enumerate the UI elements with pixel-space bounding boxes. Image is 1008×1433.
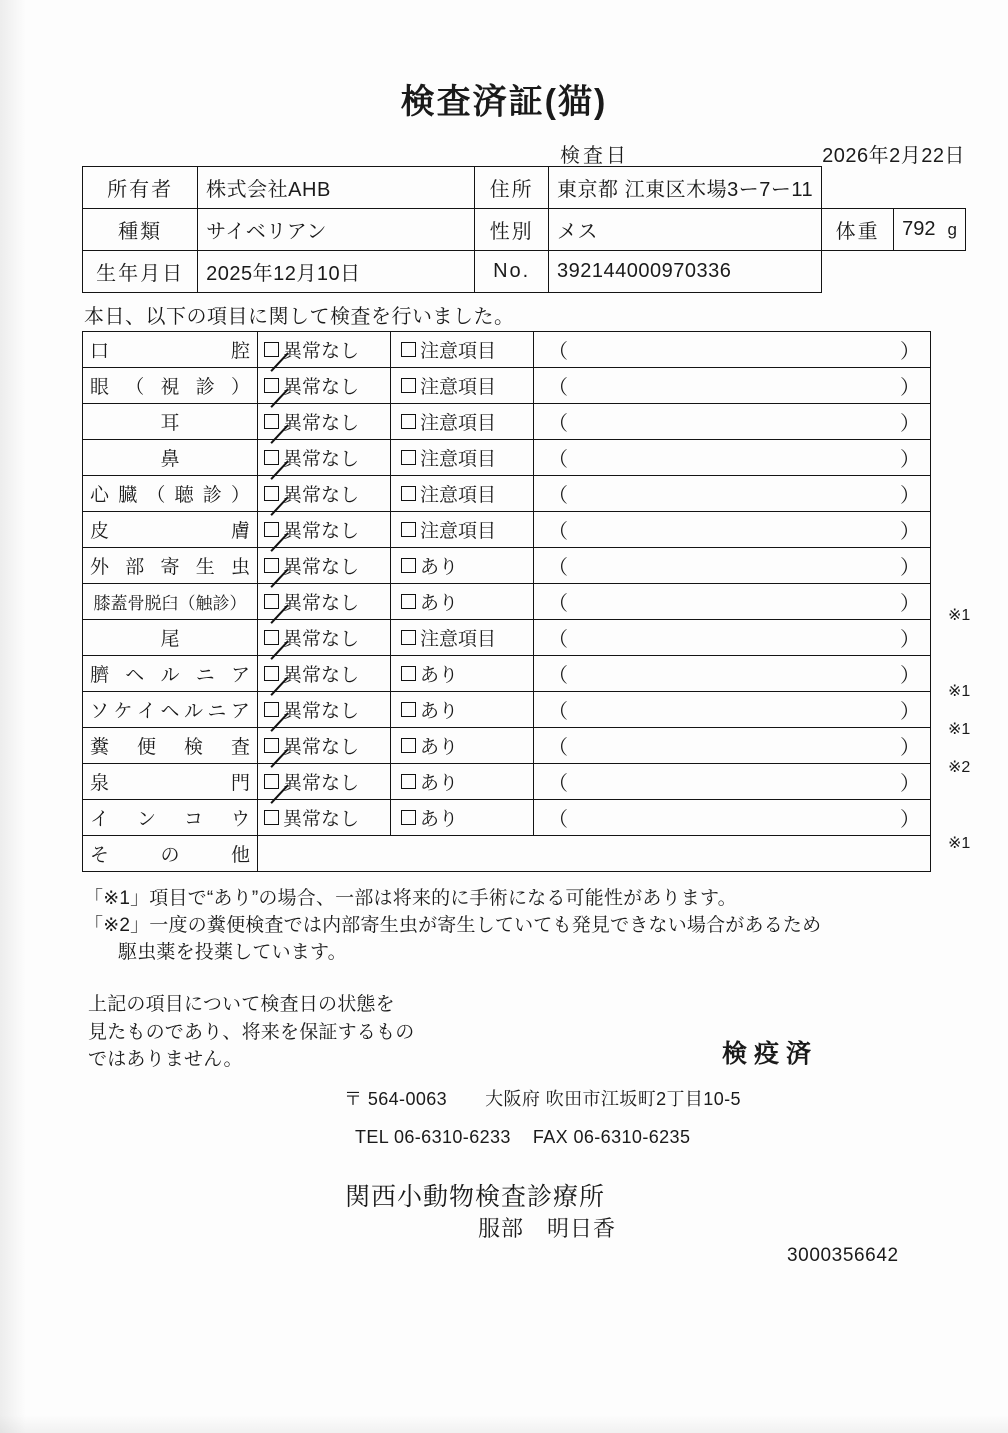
checkbox-empty-icon[interactable]: [401, 486, 416, 501]
exam-item-name-cell: [83, 836, 258, 872]
paren-close: ）: [900, 629, 920, 651]
exam-item-label: 眼 （ 視 診 ）: [90, 377, 250, 398]
checkbox-empty-icon[interactable]: [401, 450, 416, 465]
footnote-mark: ※1: [948, 683, 971, 700]
checkbox-empty-icon[interactable]: [264, 810, 279, 825]
footnote-mark: [938, 521, 1008, 559]
checkbox-checked-icon[interactable]: [264, 594, 279, 609]
exam-option-normal-label: 異常なし: [283, 377, 360, 398]
page-title: 検査済証(猫): [400, 83, 608, 121]
footnote-2: 「※2」一度の糞便検査では内部寄生虫が寄生していても発見できない場合があるため: [84, 914, 822, 936]
checkbox-checked-icon[interactable]: [264, 738, 279, 753]
paren-open: （: [548, 341, 568, 363]
paren-close: ）: [900, 413, 920, 435]
table-row: [83, 764, 931, 800]
table-row: [83, 440, 931, 476]
exam-item-label: 皮 膚: [90, 521, 250, 542]
exam-option-normal-cell[interactable]: [258, 368, 391, 404]
paren-close: ）: [900, 665, 920, 687]
breed-value: サイベリアン: [198, 209, 475, 251]
paren-close: ）: [900, 449, 920, 471]
checkbox-checked-icon[interactable]: [264, 558, 279, 573]
clinic-address-line: [344, 1085, 741, 1111]
exam-item-label: 口 腔: [90, 341, 250, 362]
exam-option-finding-cell[interactable]: [391, 584, 534, 620]
exam-note-cell[interactable]: [534, 512, 931, 548]
footnote-marks-column: [938, 331, 1008, 901]
exam-note-cell[interactable]: [534, 368, 931, 404]
exam-option-normal-label: 異常なし: [283, 593, 360, 614]
exam-item-label: 耳: [160, 413, 180, 434]
exam-option-finding-label: あり: [420, 593, 459, 614]
exam-note-cell[interactable]: [534, 656, 931, 692]
paren-open: （: [548, 701, 568, 723]
paren-close: ）: [900, 557, 920, 579]
paren-close: ）: [900, 485, 920, 507]
exam-table: [82, 331, 931, 872]
weight-value-cell: [894, 209, 966, 251]
exam-option-finding-label: 注意項目: [420, 629, 497, 650]
intro-text: 本日、以下の項目に関して検査を行いました。: [84, 306, 515, 328]
exam-date-label: 検査日: [560, 145, 629, 167]
exam-item-label: 外 部 寄 生 虫: [90, 557, 250, 578]
exam-item-label: 尾: [160, 629, 180, 650]
scan-edge-shadow-left: [0, 0, 26, 1433]
paren-open: （: [548, 665, 568, 687]
paren-close: ）: [900, 701, 920, 723]
checkbox-empty-icon[interactable]: [401, 810, 416, 825]
paren-open: （: [548, 413, 568, 435]
exam-item-name-cell: [83, 440, 258, 476]
exam-item-label: 鼻: [160, 449, 180, 470]
checkbox-checked-icon[interactable]: [264, 774, 279, 789]
footnote-mark: [938, 445, 1008, 483]
exam-option-finding-label: あり: [420, 809, 459, 830]
exam-option-normal-label: 異常なし: [283, 629, 360, 650]
exam-item-name-cell: [83, 404, 258, 440]
exam-note-cell[interactable]: [534, 692, 931, 728]
table-row: [83, 332, 931, 368]
exam-item-name-cell: [83, 656, 258, 692]
checkbox-empty-icon[interactable]: [401, 774, 416, 789]
exam-option-normal-label: 異常なし: [283, 737, 360, 758]
exam-item-freetext-cell[interactable]: [258, 836, 931, 872]
clinic-contact-line: [355, 1127, 690, 1148]
clinic-fax: FAX 06-6310-6235: [532, 1127, 691, 1147]
exam-option-finding-cell[interactable]: [391, 800, 534, 836]
footnote-mark: ※1: [948, 607, 971, 624]
checkbox-empty-icon[interactable]: [401, 558, 416, 573]
paren-close: ）: [900, 773, 920, 795]
exam-option-finding-cell[interactable]: [391, 512, 534, 548]
footnote-mark: ※1: [948, 835, 971, 852]
paren-close: ）: [900, 737, 920, 759]
checkbox-empty-icon[interactable]: [401, 522, 416, 537]
checkbox-checked-icon[interactable]: [264, 522, 279, 537]
footnote-1: 「※1」項目で“あり”の場合、一部は将来的に手術になる可能性があります。: [84, 888, 737, 909]
footnote-mark: [938, 635, 1008, 673]
checkbox-empty-icon[interactable]: [401, 666, 416, 681]
exam-note-cell[interactable]: [534, 800, 931, 836]
exam-option-finding-cell[interactable]: [391, 476, 534, 512]
exam-section: [82, 331, 971, 872]
paren-close: ）: [900, 521, 920, 543]
exam-option-finding-label: 注意項目: [420, 377, 497, 398]
exam-option-finding-label: あり: [420, 557, 459, 578]
exam-option-finding-label: 注意項目: [420, 521, 497, 542]
exam-note-cell[interactable]: [534, 548, 931, 584]
checkbox-checked-icon[interactable]: [264, 486, 279, 501]
weight-value: 792: [902, 218, 936, 240]
paren-open: （: [548, 557, 568, 579]
exam-option-normal-label: 異常なし: [283, 557, 360, 578]
exam-option-normal-label: 異常なし: [283, 701, 360, 722]
exam-option-finding-cell[interactable]: [391, 440, 534, 476]
exam-option-normal-label: 異常なし: [283, 773, 360, 794]
exam-option-finding-cell[interactable]: [391, 728, 534, 764]
table-row-owner: [83, 167, 966, 209]
table-row: [83, 620, 931, 656]
sex-label: 性別: [475, 209, 549, 251]
exam-note-cell[interactable]: [534, 332, 931, 368]
checkbox-checked-icon[interactable]: [264, 342, 279, 357]
paren-close: ）: [900, 377, 920, 399]
table-row: [83, 656, 931, 692]
clinic-name: 関西小動物検査診療所: [345, 1183, 606, 1211]
exam-option-normal-cell[interactable]: [258, 440, 391, 476]
disclaimer-line-2: 見たものであり、将来を保証するもの: [88, 1021, 415, 1043]
sex-value: メス: [549, 209, 822, 251]
table-row: [83, 728, 931, 764]
exam-item-label: 臍 ヘ ル ニ ア: [90, 665, 250, 686]
exam-option-normal-cell[interactable]: [258, 332, 391, 368]
checkbox-empty-icon[interactable]: [401, 738, 416, 753]
checkbox-checked-icon[interactable]: [264, 666, 279, 681]
paren-open: （: [548, 629, 568, 651]
footnote-mark: ※1: [948, 721, 971, 738]
exam-option-normal-cell[interactable]: [258, 800, 391, 836]
exam-option-finding-cell[interactable]: [391, 656, 534, 692]
exam-option-normal-cell[interactable]: [258, 764, 391, 800]
paren-open: （: [548, 773, 568, 795]
veterinarian-name: 服部 明日香: [478, 1216, 617, 1241]
exam-note-cell[interactable]: [534, 764, 931, 800]
exam-option-finding-label: あり: [420, 773, 459, 794]
exam-date-value: 2026年2月22日: [822, 145, 965, 167]
paren-open: （: [548, 593, 568, 615]
paren-open: （: [548, 809, 568, 831]
exam-option-normal-cell[interactable]: [258, 620, 391, 656]
exam-option-normal-cell[interactable]: [258, 656, 391, 692]
checkbox-checked-icon[interactable]: [264, 414, 279, 429]
disclaimer-line-1: 上記の項目について検査日の状態を: [88, 994, 395, 1015]
checkbox-empty-icon[interactable]: [401, 342, 416, 357]
clinic-tel: TEL 06-6310-6233: [355, 1127, 511, 1147]
address-label: 住所: [475, 167, 549, 209]
exam-note-cell[interactable]: [534, 440, 931, 476]
paren-open: （: [548, 485, 568, 507]
exam-option-normal-cell[interactable]: [258, 584, 391, 620]
exam-date-line: [560, 139, 965, 168]
exam-item-label: ソ ケ イ ヘ ル ニ ア: [90, 701, 250, 722]
exam-item-name-cell: [83, 584, 258, 620]
exam-option-normal-cell[interactable]: [258, 476, 391, 512]
exam-option-normal-label: 異常なし: [283, 485, 360, 506]
checkbox-checked-icon[interactable]: [264, 450, 279, 465]
exam-item-label: 膝蓋骨脱臼（触診）: [93, 594, 247, 613]
weight-label: 体重: [822, 209, 894, 251]
quarantine-stamp: 検疫済: [722, 1040, 819, 1068]
exam-option-finding-cell[interactable]: [391, 692, 534, 728]
table-row: [83, 800, 931, 836]
exam-option-finding-label: 注意項目: [420, 485, 497, 506]
exam-item-name-cell: [83, 692, 258, 728]
exam-note-cell[interactable]: [534, 584, 931, 620]
exam-option-finding-label: あり: [420, 665, 459, 686]
table-row: [83, 512, 931, 548]
owner-label: 所有者: [83, 167, 198, 209]
animal-info-table: [82, 166, 966, 293]
exam-option-normal-cell[interactable]: [258, 728, 391, 764]
paren-close: ）: [900, 593, 920, 615]
exam-option-normal-cell[interactable]: [258, 548, 391, 584]
exam-item-label: 心 臓 （ 聴 診 ）: [90, 485, 250, 506]
footnote-mark: [938, 407, 1008, 445]
footnote-mark: [938, 369, 1008, 407]
exam-option-normal-cell[interactable]: [258, 512, 391, 548]
exam-item-name-cell: [83, 800, 258, 836]
checkbox-checked-icon[interactable]: [264, 630, 279, 645]
exam-option-normal-label: 異常なし: [283, 449, 360, 470]
checkbox-empty-icon[interactable]: [401, 414, 416, 429]
exam-item-name-cell: [83, 548, 258, 584]
footnotes: [84, 886, 821, 967]
exam-option-normal-cell[interactable]: [258, 692, 391, 728]
table-row-breed: [83, 209, 966, 251]
footnote-mark: [938, 331, 1008, 369]
exam-item-name-cell: [83, 332, 258, 368]
postal-mark-and-code: [344, 1089, 447, 1109]
footnote-mark: [938, 483, 1008, 521]
exam-option-finding-label: あり: [420, 701, 459, 722]
exam-note-cell[interactable]: [534, 476, 931, 512]
paren-open: （: [548, 449, 568, 471]
weight-unit: g: [947, 220, 957, 239]
checkbox-empty-icon[interactable]: [401, 594, 416, 609]
scan-edge-shadow-bottom: [0, 1415, 1008, 1433]
checkbox-checked-icon[interactable]: [264, 702, 279, 717]
exam-item-name-cell: [83, 620, 258, 656]
footnote-mark: ※2: [948, 759, 971, 776]
exam-option-normal-label: 異常なし: [283, 521, 360, 542]
exam-option-finding-cell[interactable]: [391, 620, 534, 656]
exam-item-name-cell: [83, 764, 258, 800]
exam-item-name-cell: [83, 512, 258, 548]
checkbox-empty-icon[interactable]: [401, 702, 416, 717]
footnote-mark: [938, 787, 1008, 825]
paren-open: （: [548, 737, 568, 759]
postal-mark-icon: 〒: [344, 1089, 363, 1109]
postal-code: 564-0063: [367, 1089, 448, 1109]
exam-note-cell[interactable]: [534, 728, 931, 764]
clinic-address: 大阪府 吹田市江坂町2丁目10-5: [485, 1089, 741, 1109]
exam-option-normal-cell[interactable]: [258, 404, 391, 440]
table-row: [83, 692, 931, 728]
exam-option-finding-cell[interactable]: [391, 332, 534, 368]
exam-option-finding-cell[interactable]: [391, 368, 534, 404]
table-row: [83, 404, 931, 440]
exam-item-label: 糞 便 検 査: [90, 737, 250, 758]
exam-option-finding-cell[interactable]: [391, 548, 534, 584]
exam-item-name-cell: [83, 476, 258, 512]
exam-note-cell[interactable]: [534, 404, 931, 440]
exam-item-label: 泉 門: [90, 773, 250, 794]
address-value: 東京都 江東区木場3ー7ー11: [549, 167, 822, 209]
exam-option-finding-cell[interactable]: [391, 404, 534, 440]
exam-option-finding-label: あり: [420, 737, 459, 758]
paren-close: ）: [900, 809, 920, 831]
owner-value: 株式会社AHB: [198, 167, 475, 209]
serial-number: 3000356642: [787, 1245, 899, 1266]
footnote-mark: [938, 559, 1008, 597]
paren-close: ）: [900, 341, 920, 363]
paren-open: （: [548, 377, 568, 399]
exam-note-cell[interactable]: [534, 620, 931, 656]
checkbox-empty-icon[interactable]: [401, 378, 416, 393]
paren-open: （: [548, 521, 568, 543]
breed-label: 種類: [83, 209, 198, 251]
checkbox-checked-icon[interactable]: [264, 378, 279, 393]
birthdate-value: 2025年12月10日: [198, 251, 475, 293]
exam-item-name-cell: [83, 728, 258, 764]
table-row-birthdate: [83, 251, 966, 293]
table-row: [83, 548, 931, 584]
exam-item-label: イ ン コ ウ: [90, 809, 250, 830]
table-row: [83, 836, 931, 872]
exam-option-normal-label: 異常なし: [283, 665, 360, 686]
checkbox-empty-icon[interactable]: [401, 630, 416, 645]
no-value: 392144000970336: [549, 251, 822, 293]
exam-item-name-cell: [83, 368, 258, 404]
disclaimer-line-3: ではありません。: [88, 1049, 243, 1071]
exam-option-finding-label: 注意項目: [420, 341, 497, 362]
footnote-mark: [938, 863, 1008, 901]
no-label: No.: [475, 251, 549, 293]
exam-option-finding-label: 注意項目: [420, 449, 497, 470]
exam-option-normal-label: 異常なし: [283, 413, 360, 434]
exam-option-normal-label: 異常なし: [283, 809, 360, 830]
table-row: [83, 368, 931, 404]
exam-item-label: そ の 他: [90, 845, 250, 866]
footnote-2-cont: 駆虫薬を投薬しています。: [118, 941, 347, 963]
exam-option-finding-label: 注意項目: [420, 413, 497, 434]
exam-option-normal-label: 異常なし: [283, 341, 360, 362]
birthdate-label: 生年月日: [83, 251, 198, 293]
disclaimer-text: [88, 991, 414, 1074]
table-row: [83, 476, 931, 512]
table-row: [83, 584, 931, 620]
exam-option-finding-cell[interactable]: [391, 764, 534, 800]
